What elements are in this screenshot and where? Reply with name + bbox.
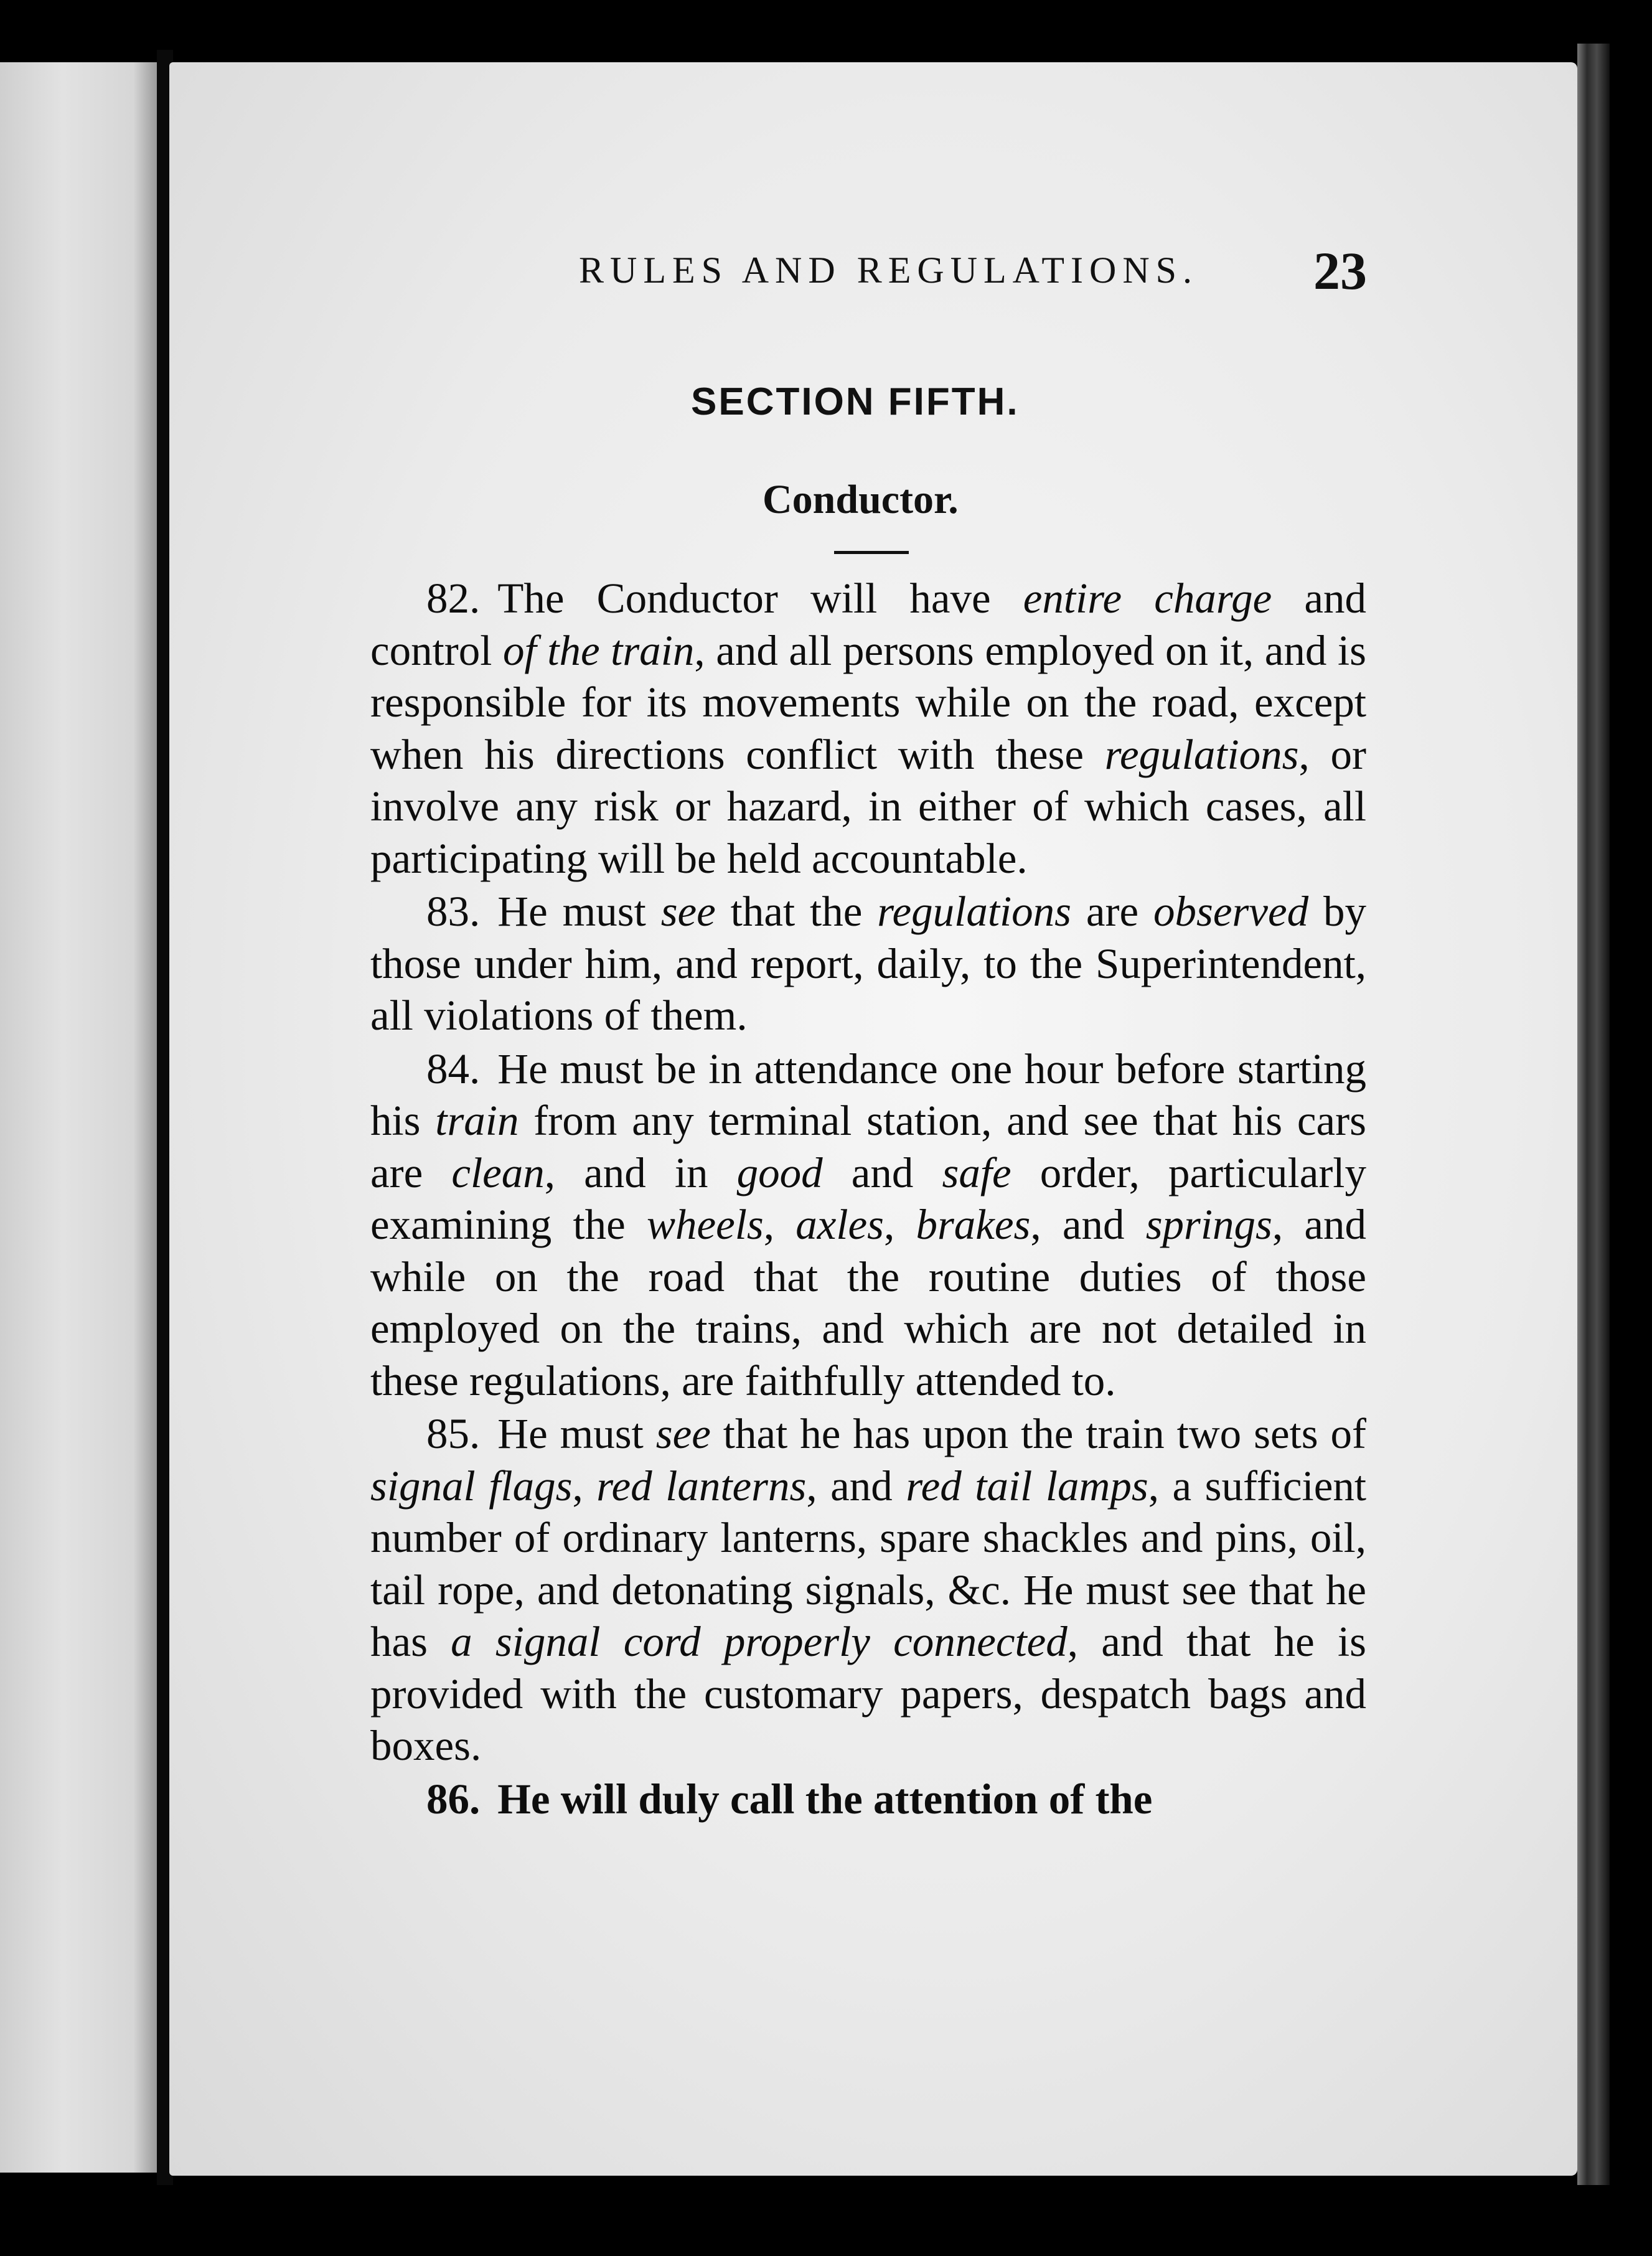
text-run: , and while on the road that the routine duties of those employed on the trains, and which are not detailed in these regulations, are faithfully attended to. <box>370 1201 1366 1404</box>
paragraph-number: 83. <box>426 888 481 935</box>
text-run: He must <box>497 1410 656 1457</box>
page-edge <box>1577 44 1610 2185</box>
facing-page <box>0 62 157 2173</box>
italic-run: observed <box>1153 888 1309 935</box>
italic-run: see <box>660 888 716 935</box>
paragraph-86 <box>370 1774 1366 1826</box>
text-run: , <box>572 1462 597 1510</box>
paragraph-number: 85. <box>426 1410 481 1457</box>
body-text <box>370 573 1366 1826</box>
italic-run: a signal cord properly connected <box>451 1618 1068 1665</box>
text-run: , and that he is provided with the customary papers, despatch bags and boxes. <box>370 1618 1366 1769</box>
text-run: , and all persons employed on it, and is responsible for its movements while on the road, except when his directions conflict with these <box>370 626 1366 778</box>
italic-run: wheels <box>646 1201 764 1248</box>
text-run: from any terminal station, and see that his cars are <box>370 1097 1366 1196</box>
italic-run: clean <box>451 1149 545 1196</box>
italic-run: train <box>435 1097 519 1144</box>
text-run: , and <box>1030 1201 1146 1248</box>
italic-run: entire charge <box>1023 575 1272 622</box>
text-run: by those under him, and report, daily, to the Superintendent, all violations of them. <box>370 888 1367 1039</box>
text-run: , or involve any risk or hazard, in either of which cases, all participating will be held accountable. <box>370 730 1366 882</box>
text-run: and control <box>370 575 1366 674</box>
text-run: The Conductor will have <box>497 575 1023 622</box>
italic-run: see <box>655 1410 711 1457</box>
text-run: , and <box>806 1462 906 1510</box>
text-run: He must <box>497 888 661 935</box>
paragraph-85 <box>370 1408 1366 1772</box>
text-run: order, particularly examining the <box>370 1149 1366 1248</box>
text-run: are <box>1071 888 1154 935</box>
italic-run: red lanterns <box>596 1462 807 1510</box>
heading-rule <box>834 551 909 554</box>
text-run: , <box>883 1201 916 1248</box>
paragraph-82 <box>370 573 1366 885</box>
italic-run: brakes <box>916 1201 1031 1248</box>
paragraph-number: 84. <box>426 1045 481 1093</box>
paragraph-83 <box>370 886 1366 1042</box>
italic-run: regulations <box>1104 730 1299 778</box>
italic-run: good <box>736 1149 823 1196</box>
paragraph-84 <box>370 1043 1366 1408</box>
text-run: He will duly call the attention of the <box>497 1775 1153 1823</box>
text-run: , a sufficient number of ordinary lanterns, spare shackles and pins, oil, tail rope, and detonating signals, &c. He must see that he has <box>370 1462 1367 1665</box>
paragraph-number: 82. <box>426 575 481 622</box>
subheading: Conductor. <box>763 477 959 522</box>
text-run: that he has upon the train two sets of <box>710 1410 1366 1457</box>
italic-run: signal flags <box>370 1462 573 1510</box>
italic-run: of the train <box>503 626 695 674</box>
text-run: that the <box>715 888 878 935</box>
italic-run: red tail lamps <box>906 1462 1148 1510</box>
text-run: He must be in attendance one hour before starting his <box>370 1045 1366 1144</box>
italic-run: safe <box>942 1149 1011 1196</box>
text-run: and <box>822 1149 942 1196</box>
text-run: , <box>763 1201 796 1248</box>
italic-run: springs <box>1145 1201 1272 1248</box>
italic-run: regulations <box>877 888 1072 935</box>
section-heading: SECTION FIFTH. <box>691 380 1020 423</box>
page-number: 23 <box>1313 241 1367 301</box>
running-head: RULES AND REGULATIONS. <box>579 250 1199 291</box>
text-run: , and in <box>544 1149 737 1196</box>
paragraph-number: 86. <box>426 1775 481 1823</box>
italic-run: axles <box>795 1201 884 1248</box>
